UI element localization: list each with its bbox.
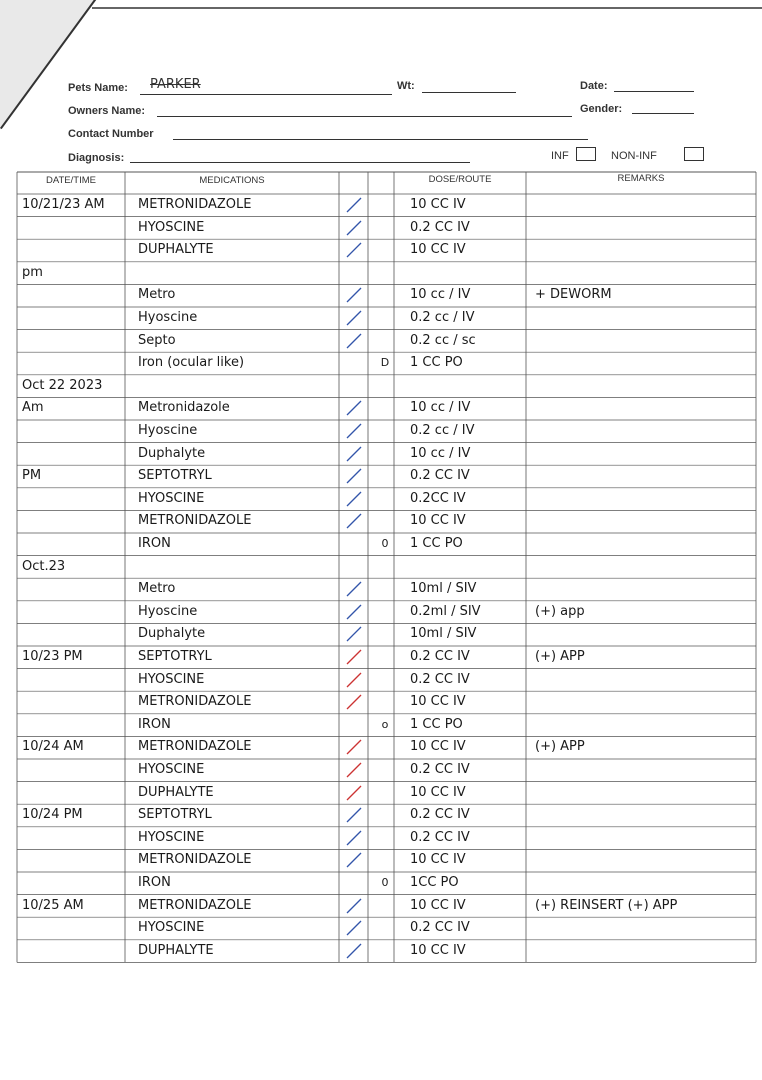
wt-label: Wt: bbox=[397, 80, 415, 92]
row-datetime: PM bbox=[22, 468, 42, 484]
administered-check-icon bbox=[345, 491, 363, 507]
row-dose-route: 0.2 CC IV bbox=[410, 920, 470, 936]
row-datetime: 10/21/23 AM bbox=[22, 197, 105, 212]
col-header-remarks: REMARKS bbox=[617, 173, 665, 184]
row-datetime: Oct 22 2023 bbox=[22, 377, 103, 393]
administered-check-icon bbox=[345, 785, 363, 801]
row-medication: Metro bbox=[138, 581, 176, 597]
row-remarks: + DEWORM bbox=[535, 287, 612, 303]
administered-check-icon bbox=[345, 513, 363, 529]
administered-check-icon bbox=[345, 943, 363, 959]
row-medication: HYOSCINE bbox=[138, 920, 205, 936]
row-dose-route: 0.2 cc / IV bbox=[410, 310, 475, 325]
row-dose-route: 10 cc / IV bbox=[410, 445, 471, 461]
row-datetime: 10/24 PM bbox=[22, 807, 83, 823]
row-omitted-mark: 0 bbox=[381, 876, 389, 889]
administered-check-icon bbox=[345, 446, 363, 462]
row-dose-route: 10 CC IV bbox=[410, 513, 466, 529]
col-header-medications: MEDICATIONS bbox=[199, 175, 265, 186]
row-medication: Metronidazole bbox=[138, 400, 230, 416]
row-dose-route: 10 CC IV bbox=[410, 739, 466, 755]
row-dose-route: 10 CC IV bbox=[410, 897, 466, 913]
row-medication: Hyoscine bbox=[138, 423, 198, 438]
row-medication: HYOSCINE bbox=[138, 829, 205, 845]
row-dose-route: 0.2 CC IV bbox=[410, 468, 470, 484]
row-dose-route: 0.2 CC IV bbox=[410, 829, 470, 845]
row-medication: Metro bbox=[138, 287, 176, 303]
administered-check-icon bbox=[345, 762, 363, 778]
administered-check-icon bbox=[345, 604, 363, 620]
administered-check-icon bbox=[345, 242, 363, 258]
row-medication: METRONIDAZOLE bbox=[138, 739, 252, 755]
row-medication: HYOSCINE bbox=[138, 490, 205, 506]
row-datetime: 10/23 PM bbox=[22, 649, 83, 664]
row-medication: SEPTOTRYL bbox=[138, 649, 212, 664]
row-dose-route: 10 cc / IV bbox=[410, 400, 471, 416]
inf-label: INF bbox=[551, 150, 569, 162]
row-datetime: 10/25 AM bbox=[22, 897, 84, 913]
row-remarks: (+) APP bbox=[535, 649, 585, 664]
administered-check-icon bbox=[345, 310, 363, 326]
row-dose-route: 10ml / SIV bbox=[410, 626, 477, 642]
row-medication: Hyoscine bbox=[138, 310, 198, 325]
diagnosis-label: Diagnosis: bbox=[68, 152, 125, 164]
administered-check-icon bbox=[345, 649, 363, 665]
row-dose-route: 0.2 CC IV bbox=[410, 762, 470, 777]
administered-check-icon bbox=[345, 468, 363, 484]
row-dose-route: 1 CC PO bbox=[410, 536, 463, 551]
row-dose-route: 0.2 cc / sc bbox=[410, 332, 476, 348]
row-datetime: Oct.23 bbox=[22, 558, 66, 574]
administered-check-icon bbox=[345, 672, 363, 688]
col-header-datetime: DATE/TIME bbox=[46, 175, 96, 186]
administered-check-icon bbox=[345, 852, 363, 868]
row-medication: Hyoscine bbox=[138, 603, 198, 619]
administered-check-icon bbox=[345, 920, 363, 936]
col-header-dose: DOSE/ROUTE bbox=[428, 174, 492, 185]
row-medication: Duphalyte bbox=[138, 445, 206, 461]
administered-check-icon bbox=[345, 581, 363, 597]
administered-check-icon bbox=[345, 400, 363, 416]
owners-name-label: Owners Name: bbox=[68, 105, 146, 117]
row-medication: Iron (ocular like) bbox=[138, 355, 245, 371]
row-dose-route: 0.2 cc / IV bbox=[410, 423, 475, 438]
administered-check-icon bbox=[345, 423, 363, 439]
row-dose-route: 10 CC IV bbox=[410, 942, 466, 958]
row-medication: HYOSCINE bbox=[138, 219, 205, 235]
row-dose-route: 0.2 CC IV bbox=[410, 219, 470, 235]
row-medication: METRONIDAZOLE bbox=[138, 897, 252, 913]
row-remarks: (+) app bbox=[535, 603, 585, 619]
contact-label: Contact Number bbox=[68, 128, 154, 140]
row-dose-route: 10 cc / IV bbox=[410, 287, 471, 303]
row-medication: DUPHALYTE bbox=[138, 942, 214, 958]
row-dose-route: 1 CC PO bbox=[410, 355, 463, 371]
row-medication: SEPTOTRYL bbox=[138, 807, 212, 823]
administered-check-icon bbox=[345, 220, 363, 236]
row-dose-route: 10 CC IV bbox=[410, 197, 466, 212]
row-datetime: pm bbox=[22, 264, 43, 280]
row-medication: METRONIDAZOLE bbox=[138, 513, 252, 529]
row-datetime: Am bbox=[22, 400, 44, 416]
administered-check-icon bbox=[345, 333, 363, 349]
row-dose-route: 0.2ml / SIV bbox=[410, 603, 481, 619]
row-dose-route: 10 CC IV bbox=[410, 852, 466, 868]
row-omitted-mark: o bbox=[381, 717, 389, 731]
row-medication: DUPHALYTE bbox=[138, 242, 214, 258]
date-label: Date: bbox=[580, 80, 608, 92]
row-medication: METRONIDAZOLE bbox=[138, 197, 252, 212]
row-dose-route: 0.2CC IV bbox=[410, 490, 466, 506]
row-medication: Duphalyte bbox=[138, 626, 206, 642]
row-medication: HYOSCINE bbox=[138, 762, 205, 777]
row-dose-route: 10 CC IV bbox=[410, 694, 466, 710]
row-dose-route: 1CC PO bbox=[410, 875, 459, 890]
row-medication: METRONIDAZOLE bbox=[138, 694, 252, 710]
gender-label: Gender: bbox=[580, 103, 623, 115]
row-medication: IRON bbox=[138, 536, 171, 551]
row-dose-route: 0.2 CC IV bbox=[410, 671, 470, 687]
noninf-label: NON-INF bbox=[611, 150, 657, 162]
row-medication: DUPHALYTE bbox=[138, 784, 214, 800]
row-medication: SEPTOTRYL bbox=[138, 468, 212, 484]
row-omitted-mark: 0 bbox=[381, 537, 389, 550]
administered-check-icon bbox=[345, 287, 363, 303]
row-dose-route: 10 CC IV bbox=[410, 242, 466, 258]
row-medication: IRON bbox=[138, 716, 171, 732]
row-medication: IRON bbox=[138, 875, 171, 890]
row-omitted-mark: D bbox=[380, 356, 390, 370]
pets-name-label: Pets Name: bbox=[68, 82, 128, 94]
row-dose-route: 10 CC IV bbox=[410, 784, 466, 800]
row-medication: Septo bbox=[138, 332, 176, 348]
row-remarks: (+) REINSERT (+) APP bbox=[535, 897, 678, 913]
administered-check-icon bbox=[345, 626, 363, 642]
administered-check-icon bbox=[345, 694, 363, 710]
administered-check-icon bbox=[345, 739, 363, 755]
row-dose-route: 10ml / SIV bbox=[410, 581, 477, 597]
administered-check-icon bbox=[345, 898, 363, 914]
row-remarks: (+) APP bbox=[535, 739, 585, 755]
row-dose-route: 0.2 CC IV bbox=[410, 807, 470, 823]
row-medication: METRONIDAZOLE bbox=[138, 852, 252, 868]
row-dose-route: 1 CC PO bbox=[410, 716, 463, 732]
administered-check-icon bbox=[345, 197, 363, 213]
row-dose-route: 0.2 CC IV bbox=[410, 649, 470, 664]
pets-name-value[interactable]: PARKER bbox=[150, 77, 201, 92]
row-datetime: 10/24 AM bbox=[22, 739, 84, 755]
administered-check-icon bbox=[345, 807, 363, 823]
row-medication: HYOSCINE bbox=[138, 671, 205, 687]
administered-check-icon bbox=[345, 830, 363, 846]
